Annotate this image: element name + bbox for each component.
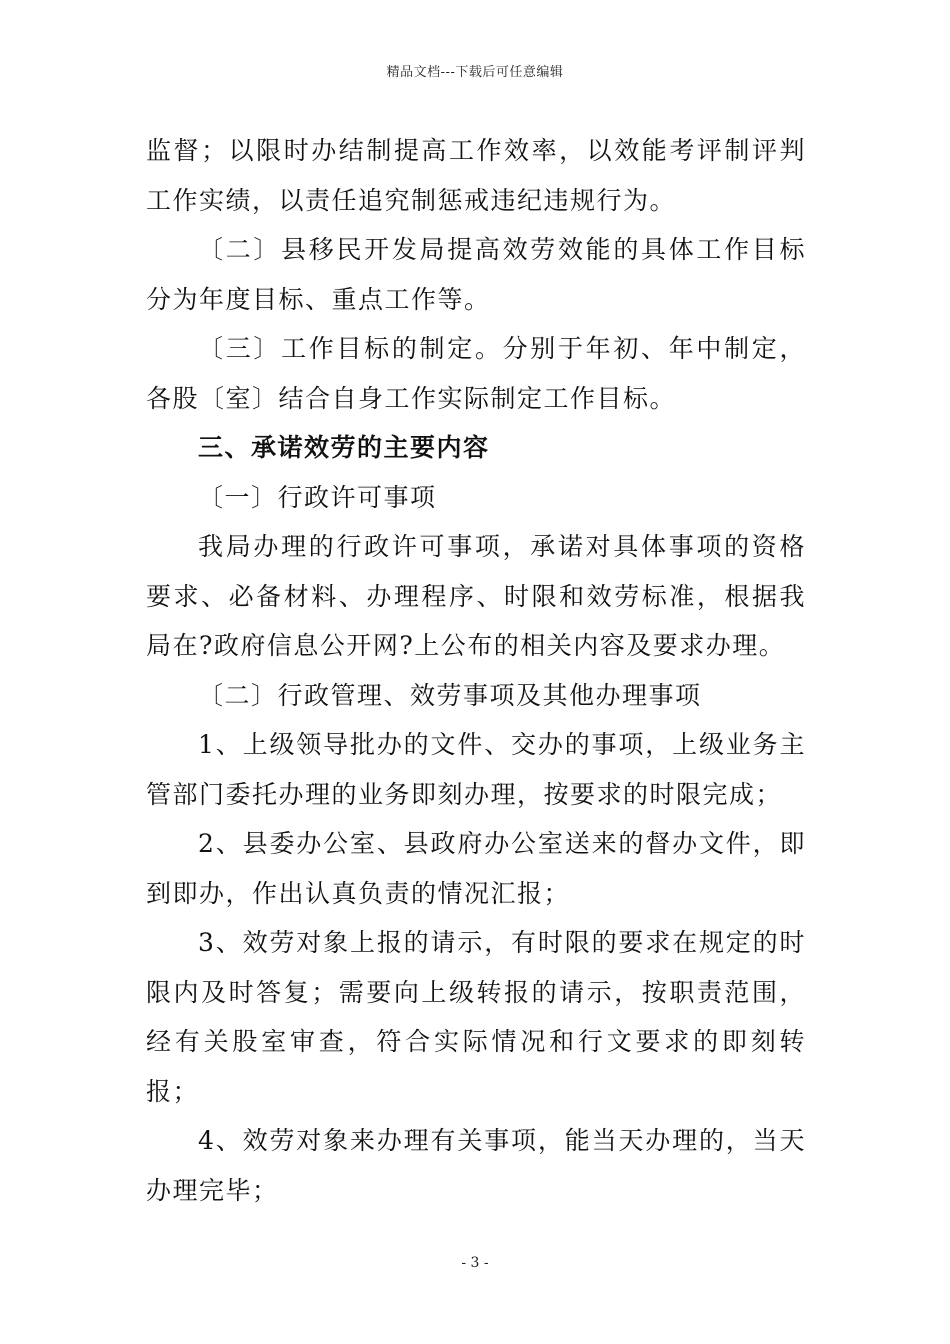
paragraph-licensing: 我局办理的行政许可事项，承诺对具体事项的资格要求、必备材料、办理程序、时限和效劳标准，根据我局在?政府信息公开网?上公布的相关内容及要求办理。: [146, 532, 806, 660]
list-item-1: 1、上级领导批办的文件、交办的事项，上级业务主管部门委托办理的业务即刻办理，按要求的时限完成；: [146, 730, 806, 809]
page-header: 精品文档---下载后可任意编辑: [386, 65, 564, 80]
subsection-heading-management: 〔二〕行政管理、效劳事项及其他办理事项: [198, 680, 702, 710]
list-item-3: 3、效劳对象上报的请示，有时限的要求在规定的时限内及时答复；需要向上级转报的请示，按职责范围，经有关股室审查，符合实际情况和行文要求的即刻转报；: [146, 928, 806, 1106]
subsection-heading-licensing: 〔一〕行政许可事项: [198, 482, 437, 512]
paragraph-supervision: 监督；以限时办结制提高工作效率，以效能考评制评判工作实绩，以责任追究制惩戒违纪违规行为。: [146, 136, 806, 215]
list-item-4: 4、效劳对象来办理有关事项，能当天办理的，当天办理完毕；: [146, 1126, 806, 1205]
list-item-2: 2、县委办公室、县政府办公室送来的督办文件，即到即办，作出认真负责的情况汇报；: [146, 829, 806, 908]
section-heading: 三、承诺效劳的主要内容: [198, 433, 490, 462]
page-number: - 3 -: [461, 1255, 489, 1271]
document-body: [146, 126, 806, 1215]
paragraph-goal-setting: 〔三〕工作目标的制定。分别于年初、年中制定，各股〔室〕结合自身工作实际制定工作目标。: [146, 334, 806, 413]
paragraph-goals: 〔二〕县移民开发局提高效劳效能的具体工作目标分为年度目标、重点工作等。: [146, 235, 806, 314]
